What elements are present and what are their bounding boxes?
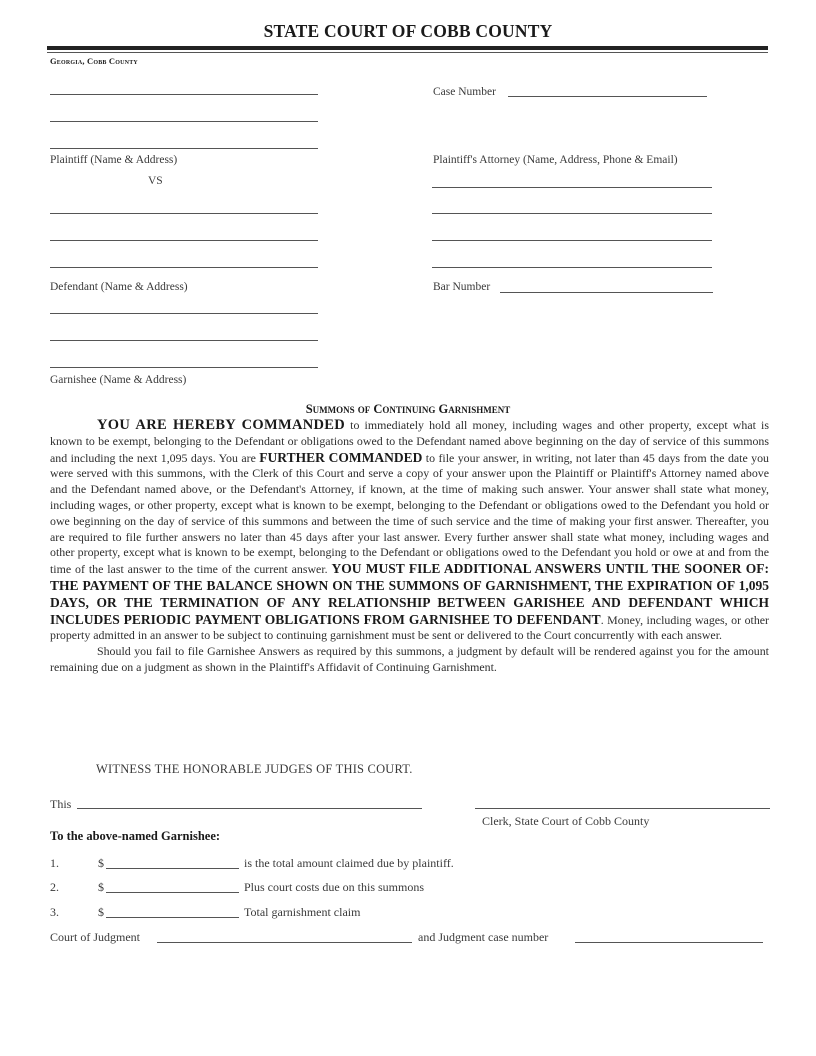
summons-text-b: to file your answer, in writing, not later than 45 days from the date you were served with this summons, with the Clerk of this Court and serve a copy of your answer upon the Plaintiff or Plaintiff's Attorney named above and the Defendant named above, or the Defendant's Attorney, if known, at the time of making such answer. Your answer shall state what money, including wages, or other property, except what is known to be exempt, belonging to the Defendant or obligations owed to the Defendant you hold or owe beginning on the day of service of this summons and between the time of such service and the time of making your first answer. Thereafter, you are required to file further answers no later than 45 days after your last answer. Every further answer shall state what money, including wages and other property, except what is known to be exempt, belonging to the Defendant or obligations owed to the Defendant you hold or owe at and from the time of the last answer to the time of the current answer. — [50, 450, 770, 577]
summons-paragraph-1 — [50, 418, 769, 644]
summons-body — [50, 418, 769, 676]
case-number-label: Case Number — [433, 86, 496, 98]
court-of-judgment-field[interactable] — [157, 942, 412, 943]
plaintiff-line-2[interactable] — [50, 121, 318, 122]
item-3-amount-field[interactable] — [106, 917, 239, 918]
plaintiff-label: Plaintiff (Name & Address) — [50, 154, 178, 166]
page-title: STATE COURT OF COBB COUNTY — [263, 21, 553, 41]
default-judgment-text: Should you fail to file Garnishee Answers as required by this summons, a judgment by default will be rendered against you for the amount remaining due on a judgment as shown in the Plaintiff's Affidavit of Continuing Garnishment. — [50, 644, 769, 674]
clerk-signature-line[interactable] — [475, 808, 770, 809]
defendant-line-3[interactable] — [50, 267, 318, 268]
defendant-line-1[interactable] — [50, 213, 318, 214]
attorney-line-1[interactable] — [432, 187, 712, 188]
bar-number-field[interactable] — [500, 292, 713, 293]
summons-paragraph-2 — [50, 644, 769, 676]
this-label: This — [50, 797, 72, 811]
item-3-number: 3. — [50, 905, 59, 919]
item-1-amount-field[interactable] — [106, 868, 239, 869]
summons-heading: Summons of Continuing Garnishment — [305, 402, 511, 416]
garnishee-line-1[interactable] — [50, 313, 318, 314]
item-2-text: Plus court costs due on this summons — [244, 880, 425, 894]
defendant-label: Defendant (Name & Address) — [50, 281, 188, 293]
item-2-currency: $ — [98, 880, 104, 894]
item-1-text: is the total amount claimed due by plaintiff. — [244, 856, 454, 870]
item-1-currency: $ — [98, 856, 104, 870]
case-number-field[interactable] — [508, 96, 707, 97]
commanded-text: YOU ARE HEREBY COMMANDED — [97, 417, 346, 433]
item-2-amount-field[interactable] — [106, 892, 239, 893]
attorney-line-2[interactable] — [432, 213, 712, 214]
bar-number-label: Bar Number — [433, 281, 491, 293]
clerk-label: Clerk, State Court of Cobb County — [482, 814, 650, 828]
item-3-text: Total garnishment claim — [244, 905, 361, 919]
garnishee-line-2[interactable] — [50, 340, 318, 341]
court-of-judgment-label: Court of Judgment — [50, 930, 140, 944]
garnishee-section-heading: To the above-named Garnishee: — [50, 829, 221, 843]
garnishee-line-3[interactable] — [50, 367, 318, 368]
judgment-case-number-label: and Judgment case number — [418, 930, 549, 944]
item-2-number: 2. — [50, 880, 59, 894]
vs-label: VS — [148, 175, 163, 187]
plaintiff-line-3[interactable] — [50, 148, 318, 149]
plaintiff-line-1[interactable] — [50, 94, 318, 95]
plaintiff-attorney-label: Plaintiff's Attorney (Name, Address, Phone & Email) — [433, 154, 678, 166]
witness-statement: WITNESS THE HONORABLE JUDGES OF THIS COURT. — [96, 762, 413, 776]
summons-text-a: to immediately hold all money, including wages and other property, except what is known to be exempt, belonging to the Defendant or obligations owed to the Defendant named above beginning on the day of service of this summons and including the next 1,095 days. You are — [50, 418, 769, 465]
garnishee-label: Garnishee (Name & Address) — [50, 374, 187, 386]
item-3-currency: $ — [98, 905, 104, 919]
summons-text-c: . Money, including wages, or other property admitted in an answer to be subject to continuing garnishment must be sent or delivered to the Court concurrently with each answer. — [50, 612, 769, 643]
header-rule-thick — [47, 46, 768, 50]
jurisdiction-subhead: Georgia, Cobb County — [50, 56, 138, 66]
must-file-text: YOU MUST FILE ADDITIONAL ANSWERS UNTIL THE SOONER OF: THE PAYMENT OF THE BALANCE SHOWN ON THE SUMMONS OF GARNISHMENT, THE EXPIRATION OF 1,095 DAYS, OR THE TERMINATION OF ANY RELATIONSHIP BETWEEN GARISHEE AND DEFENDANT WHICH INCLUDES PERIODIC PAYMENT OBLIGATIONS FROM GARNISHEE TO DEFENDANT — [50, 561, 769, 627]
defendant-line-2[interactable] — [50, 240, 318, 241]
attorney-line-4[interactable] — [432, 267, 712, 268]
date-line[interactable] — [77, 808, 422, 809]
item-1-number: 1. — [50, 856, 59, 870]
header-rule-thin — [47, 52, 768, 53]
judgment-case-number-field[interactable] — [575, 942, 763, 943]
further-commanded-text: FURTHER COMMANDED — [259, 449, 423, 465]
attorney-line-3[interactable] — [432, 240, 712, 241]
